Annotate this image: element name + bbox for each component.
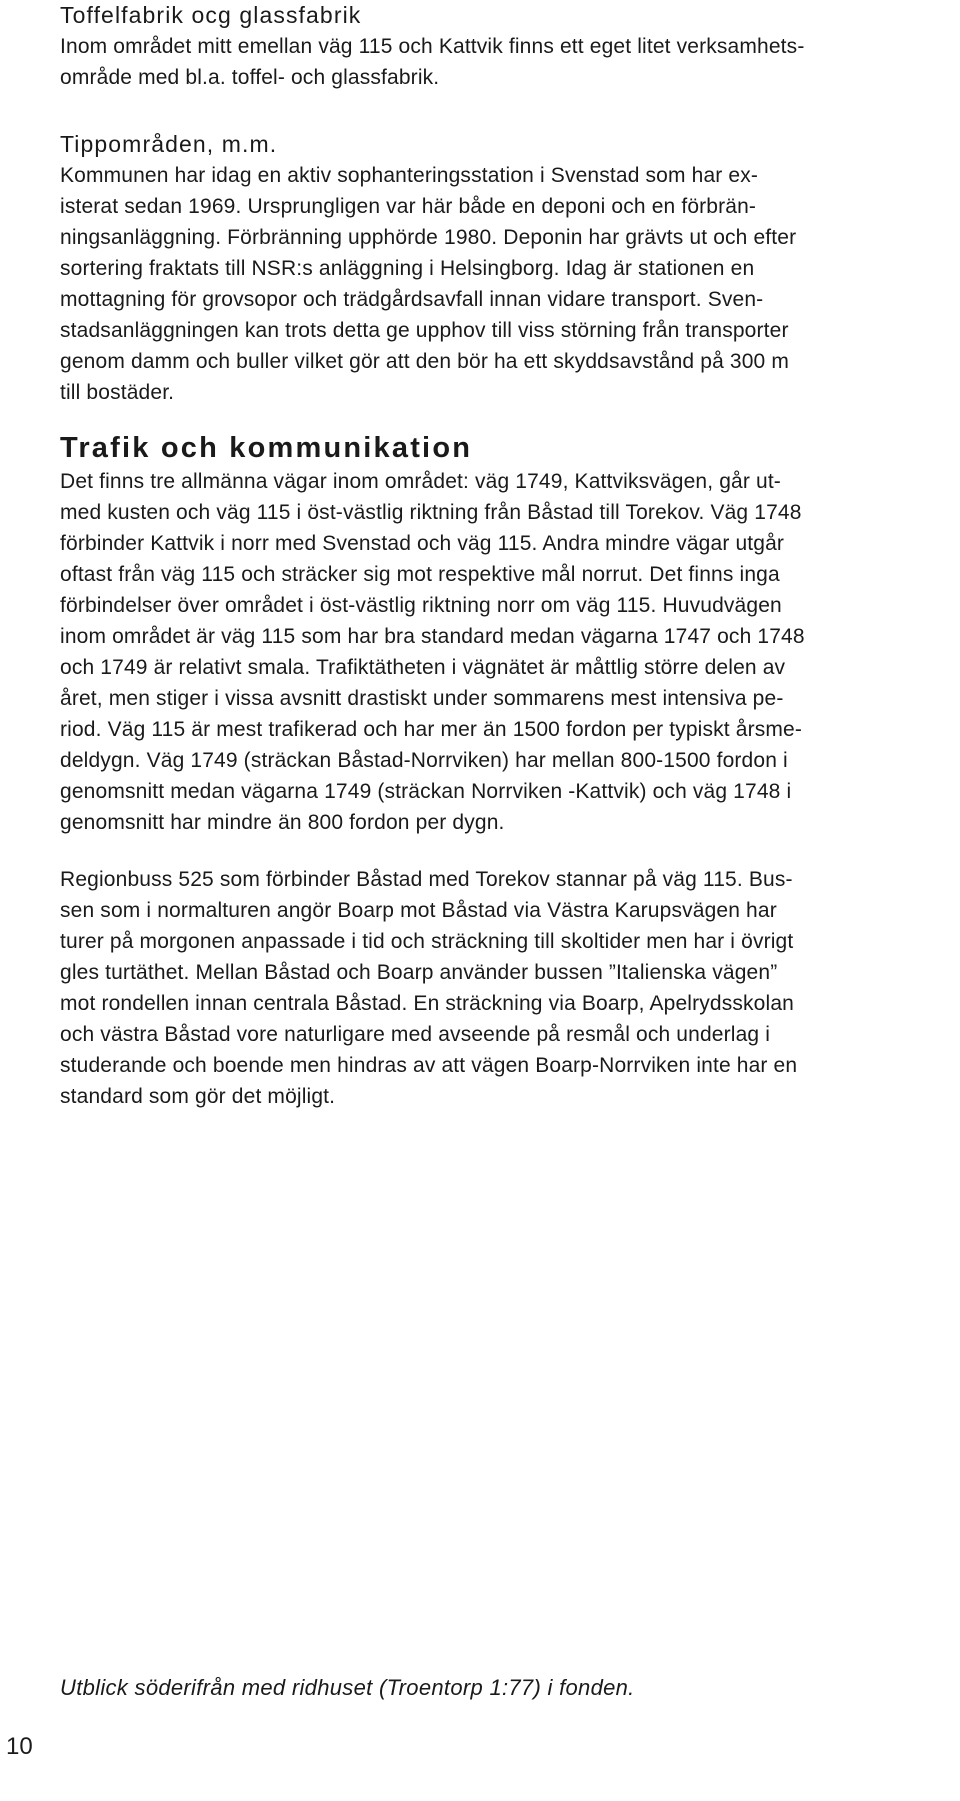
- bus-line: mot rondellen innan centrala Båstad. En sträckning via Boarp, Apelrydsskolan: [60, 992, 794, 1015]
- traffic-line: året, men stiger i vissa avsnitt drastiskt under sommarens mest intensiva pe-: [60, 687, 784, 710]
- tip-section: [60, 129, 922, 408]
- traffic-line: förbinder Kattvik i norr med Svenstad och väg 115. Andra mindre vägar utgår: [60, 532, 785, 555]
- factory-section: [60, 0, 922, 93]
- traffic-line: förbindelser över området i öst-västlig riktning norr om väg 115. Huvudvägen: [60, 594, 782, 617]
- caption-text: Utblick söderifrån med ridhuset (Troentorp 1:77) i fonden.: [60, 1675, 635, 1700]
- traffic-line: oftast från väg 115 och sträcker sig mot respektive mål norrut. Det finns inga: [60, 563, 780, 586]
- tip-line: Kommunen har idag en aktiv sophanteringsstation i Svenstad som har ex-: [60, 164, 759, 187]
- tip-line: isterat sedan 1969. Ursprungligen var här både en deponi och en förbrän-: [60, 195, 757, 218]
- bus-line: turer på morgonen anpassade i tid och sträckning till skoltider men har i övrigt: [60, 930, 794, 953]
- tip-line: sortering fraktats till NSR:s anläggning i Helsingborg. Idag är stationen en: [60, 257, 755, 280]
- factory-line: område med bl.a. toffel- och glassfabrik.: [60, 66, 440, 89]
- bus-line: sen som i normalturen angör Boarp mot Båstad via Västra Karupsvägen har: [60, 899, 777, 922]
- factory-title: Toffelfabrik ocg glassfabrik: [60, 2, 362, 28]
- traffic-line: och 1749 är relativt smala. Trafiktätheten i vägnätet är måttlig större delen av: [60, 656, 786, 679]
- photo-caption: [60, 1673, 922, 1703]
- factory-line: Inom området mitt emellan väg 115 och Kattvik finns ett eget litet verksamhets-: [60, 35, 805, 58]
- bus-line: standard som gör det möjligt.: [60, 1085, 336, 1108]
- bus-line: och västra Båstad vore naturligare med avseende på resmål och underlag i: [60, 1023, 771, 1046]
- bus-line: gles turtäthet. Mellan Båstad och Boarp använder bussen ”Italienska vägen”: [60, 961, 778, 984]
- bus-line: Regionbuss 525 som förbinder Båstad med Torekov stannar på väg 115. Bus-: [60, 868, 793, 891]
- traffic-line: inom området är väg 115 som har bra standard medan vägarna 1747 och 1748: [60, 625, 805, 648]
- traffic-paragraph-2: [60, 864, 922, 1112]
- traffic-line: Det finns tre allmänna vägar inom området: väg 1749, Kattviksvägen, går ut-: [60, 470, 781, 493]
- bus-line: studerande och boende men hindras av att vägen Boarp-Norrviken inte har en: [60, 1054, 798, 1077]
- tip-line: genom damm och buller vilket gör att den bör ha ett skyddsavstånd på 300 m: [60, 350, 789, 373]
- traffic-line: deldygn. Väg 1749 (sträckan Båstad-Norrviken) har mellan 800-1500 fordon i: [60, 749, 788, 772]
- tip-title: Tippområden, m.m.: [60, 131, 278, 157]
- traffic-line: genomsnitt har mindre än 800 fordon per dygn.: [60, 811, 505, 834]
- tip-line: mottagning för grovsopor och trädgårdsavfall innan vidare transport. Sven-: [60, 288, 764, 311]
- page-number: 10: [6, 1733, 33, 1760]
- tip-line: till bostäder.: [60, 381, 175, 404]
- traffic-line: med kusten och väg 115 i öst-västlig riktning från Båstad till Torekov. Väg 1748: [60, 501, 802, 524]
- traffic-line: genomsnitt medan vägarna 1749 (sträckan Norrviken -Kattvik) och väg 1748 i: [60, 780, 792, 803]
- tip-line: stadsanläggningen kan trots detta ge upphov till viss störning från transporter: [60, 319, 789, 342]
- tip-line: ningsanläggning. Förbränning upphörde 1980. Deponin har grävts ut och efter: [60, 226, 797, 249]
- traffic-paragraph-1: [60, 466, 922, 838]
- traffic-line: riod. Väg 115 är mest trafikerad och har mer än 1500 fordon per typiskt årsme-: [60, 718, 802, 741]
- traffic-heading: Trafik och kommunikation: [60, 432, 473, 464]
- traffic-section: [60, 430, 922, 838]
